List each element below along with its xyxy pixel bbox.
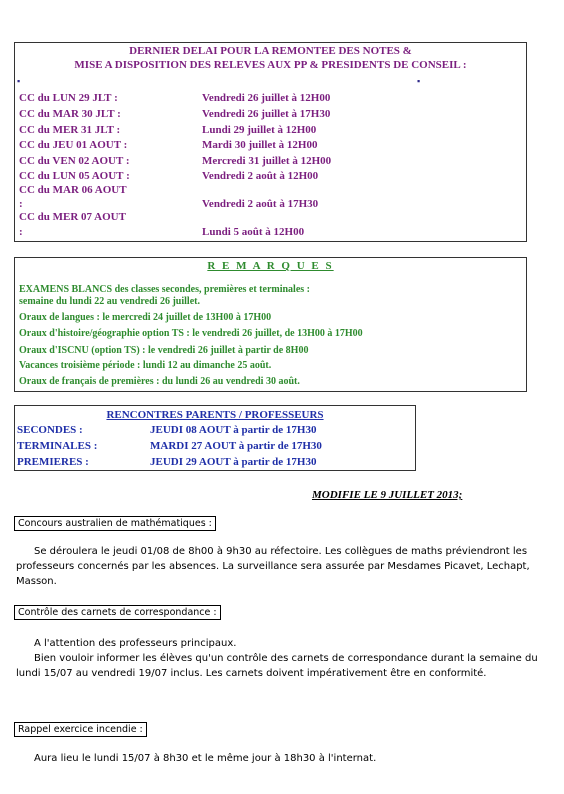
deadline-date: Lundi 29 juillet à 12H00 bbox=[202, 124, 317, 136]
meeting-row bbox=[17, 440, 322, 452]
remark-item: Vacances troisième période : lundi 12 au dimanche 25 août. bbox=[19, 360, 272, 371]
deadline-cc: : bbox=[19, 226, 23, 238]
section-line: professeurs concernés par les absences. La surveillance sera assurée par Mesdames Picavet, Lechapt, bbox=[16, 561, 530, 572]
section-line: Aura lieu le lundi 15/07 à 8h30 et le même jour à 18h30 à l'internat. bbox=[34, 753, 377, 764]
section-line: Se déroulera le jeudi 01/08 de 8h00 à 9h30 au réfectoire. Les collègues de maths préviendront les bbox=[34, 546, 528, 557]
remarks-box bbox=[14, 257, 527, 392]
deadline-cc: CC du MER 31 JLT : bbox=[19, 124, 121, 136]
deadline-cc: CC du MER 07 AOUT bbox=[19, 211, 126, 223]
section-heading: Rappel exercice incendie : bbox=[14, 722, 147, 737]
meeting-row bbox=[17, 456, 317, 468]
remark-item: Oraux d'ISCNU (option TS) : le vendredi 26 juillet à partir de 8H00 bbox=[19, 345, 309, 356]
section-line: A l'attention des professeurs principaux. bbox=[34, 638, 237, 649]
deadlines-title-line1: DERNIER DELAI POUR LA REMONTEE DES NOTES & bbox=[129, 45, 412, 57]
deadline-cc: CC du JEU 01 AOUT : bbox=[19, 139, 128, 151]
section-line: Bien vouloir informer les élèves qu'un contrôle des carnets de correspondance durant la semaine du bbox=[34, 653, 538, 664]
section-heading: Concours australien de mathématiques : bbox=[14, 516, 216, 531]
tick-mark: ▪ bbox=[17, 76, 21, 86]
remark-item: semaine du lundi 22 au vendredi 26 juillet. bbox=[19, 296, 200, 307]
deadline-date: Vendredi 2 août à 12H00 bbox=[202, 170, 319, 182]
deadline-cc: CC du MAR 06 AOUT bbox=[19, 184, 127, 196]
meeting-level: SECONDES : bbox=[17, 424, 83, 436]
remark-item: EXAMENS BLANCS des classes secondes, premières et terminales : bbox=[19, 284, 310, 295]
section-line: lundi 15/07 au vendredi 19/07 inclus. Les carnets doivent impérativement être en conformité. bbox=[16, 668, 487, 679]
deadlines-box bbox=[14, 42, 527, 242]
meeting-date: MARDI 27 AOUT à partir de 17H30 bbox=[150, 440, 322, 452]
meetings-box bbox=[14, 405, 416, 471]
deadline-cc: : bbox=[19, 198, 23, 210]
deadline-cc: CC du LUN 05 AOUT : bbox=[19, 170, 130, 182]
tick-mark: ▪ bbox=[417, 76, 421, 86]
deadline-date: Vendredi 26 juillet à 17H30 bbox=[202, 108, 331, 120]
meeting-date: JEUDI 08 AOUT à partir de 17H30 bbox=[150, 424, 317, 436]
meetings-title: RENCONTRES PARENTS / PROFESSEURS bbox=[106, 409, 324, 421]
modified-date: MODIFIE LE 9 JUILLET 2013; bbox=[312, 489, 463, 501]
remark-item: Oraux d'histoire/géographie option TS : le vendredi 26 juillet, de 13H00 à 17H00 bbox=[19, 328, 363, 339]
deadline-date: Lundi 5 août à 12H00 bbox=[202, 226, 305, 238]
deadline-date: Mardi 30 juillet à 12H00 bbox=[202, 139, 318, 151]
deadlines-title-line2: MISE A DISPOSITION DES RELEVES AUX PP & PRESIDENTS DE CONSEIL : bbox=[74, 59, 467, 71]
deadline-cc: CC du VEN 02 AOUT : bbox=[19, 155, 130, 167]
remark-item: Oraux de français de premières : du lundi 26 au vendredi 30 août. bbox=[19, 376, 300, 387]
section-heading: Contrôle des carnets de correspondance : bbox=[14, 605, 221, 620]
deadline-date: Mercredi 31 juillet à 12H00 bbox=[202, 155, 332, 167]
meeting-level: PREMIERES : bbox=[17, 456, 89, 468]
meeting-level: TERMINALES : bbox=[17, 440, 98, 452]
deadline-cc: CC du MAR 30 JLT : bbox=[19, 108, 121, 120]
remark-item: Oraux de langues : le mercredi 24 juillet de 13H00 à 17H00 bbox=[19, 312, 272, 323]
meeting-row bbox=[17, 424, 317, 436]
remarks-title: R E M A R Q U E S bbox=[207, 260, 334, 272]
section-line: Masson. bbox=[16, 576, 57, 587]
deadline-cc: CC du LUN 29 JLT : bbox=[19, 92, 118, 104]
deadline-date: Vendredi 2 août à 17H30 bbox=[202, 198, 319, 210]
deadline-date: Vendredi 26 juillet à 12H00 bbox=[202, 92, 331, 104]
meeting-date: JEUDI 29 AOUT à partir de 17H30 bbox=[150, 456, 317, 468]
